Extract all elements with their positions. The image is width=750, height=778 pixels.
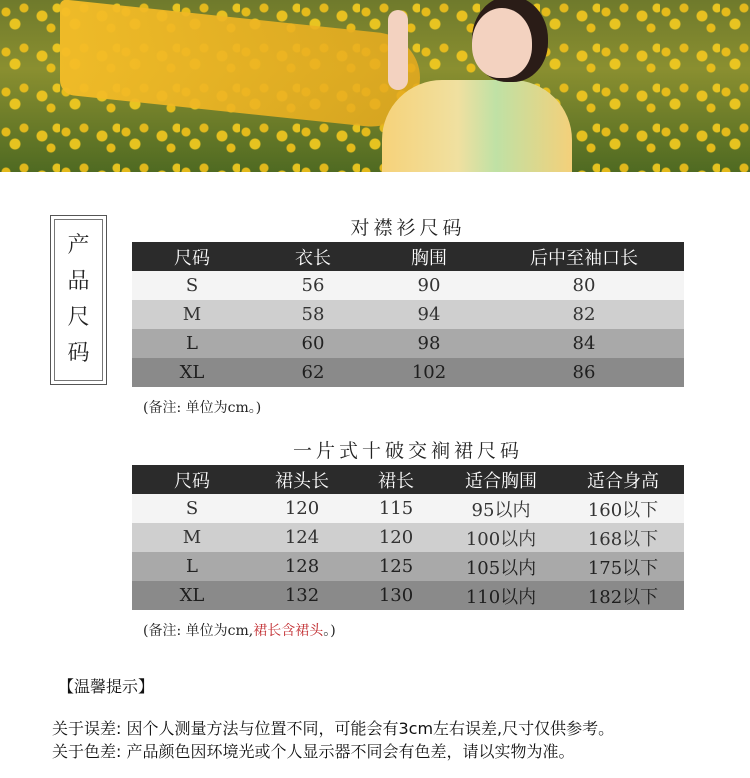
cell: 125	[352, 552, 440, 581]
cell: 82	[484, 300, 684, 329]
header-cell: 尺码	[132, 242, 252, 271]
label-char: 码	[67, 341, 90, 366]
cell: L	[132, 329, 252, 358]
table-row	[132, 494, 684, 523]
cell: 128	[252, 552, 352, 581]
cell: 124	[252, 523, 352, 552]
model-head	[472, 8, 532, 78]
tip-color-difference: 关于色差: 产品颜色因环境光或个人显示器不同会有色差，请以实物为准。	[52, 742, 575, 761]
cell: S	[132, 271, 252, 300]
note-prefix: (备注: 单位为cm,	[143, 623, 254, 639]
skirt-size-table	[132, 465, 684, 610]
cell: L	[132, 552, 252, 581]
cell: 94	[374, 300, 484, 329]
cell: 102	[374, 358, 484, 387]
cell: 62	[252, 358, 374, 387]
cell: 168以下	[562, 523, 684, 552]
header-cell: 胸围	[374, 242, 484, 271]
label-char: 品	[67, 269, 90, 294]
cell: 120	[252, 494, 352, 523]
table-row	[132, 271, 684, 300]
hero-photo	[0, 0, 750, 172]
model-arm	[388, 10, 408, 90]
cell: S	[132, 494, 252, 523]
cell: 182以下	[562, 581, 684, 610]
cell: 130	[352, 581, 440, 610]
cell: 86	[484, 358, 684, 387]
cell: M	[132, 523, 252, 552]
label-char: 产	[67, 233, 90, 258]
table-row	[132, 358, 684, 387]
tip-measurement-error: 关于误差: 因个人测量方法与位置不同，可能会有3cm左右误差,尺寸仅供参考。	[52, 719, 615, 738]
cell: 58	[252, 300, 374, 329]
cell: 175以下	[562, 552, 684, 581]
note-highlight: 裙长含裙头	[253, 623, 324, 639]
table1-note: (备注: 单位为cm。)	[143, 400, 262, 416]
note-suffix: 。)	[323, 623, 336, 639]
cell: 110以内	[440, 581, 562, 610]
product-size-label	[51, 228, 106, 372]
table-row	[132, 300, 684, 329]
header-cell: 裙头长	[252, 465, 352, 494]
table2-note	[143, 620, 336, 640]
table-row	[132, 581, 684, 610]
model-dress	[382, 80, 572, 172]
cell: 60	[252, 329, 374, 358]
header-cell: 尺码	[132, 465, 252, 494]
cell: 120	[352, 523, 440, 552]
model-figure	[372, 0, 572, 172]
table-header-row	[132, 242, 684, 271]
table-row	[132, 329, 684, 358]
table-header-row	[132, 465, 684, 494]
table-row	[132, 552, 684, 581]
cell: 80	[484, 271, 684, 300]
table-row	[132, 523, 684, 552]
table1-title: 对襟衫尺码	[350, 217, 466, 239]
header-cell: 衣长	[252, 242, 374, 271]
header-cell: 适合胸围	[440, 465, 562, 494]
cell: 115	[352, 494, 440, 523]
cell: XL	[132, 581, 252, 610]
top-size-table	[132, 242, 684, 387]
header-cell: 后中至袖口长	[484, 242, 684, 271]
cell: 132	[252, 581, 352, 610]
cell: 95以内	[440, 494, 562, 523]
cell: M	[132, 300, 252, 329]
cell: 105以内	[440, 552, 562, 581]
header-cell: 适合身高	[562, 465, 684, 494]
cell: 98	[374, 329, 484, 358]
cell: 160以下	[562, 494, 684, 523]
header-cell: 裙长	[352, 465, 440, 494]
product-size-label-box	[50, 215, 107, 385]
tips-title: 【温馨提示】	[58, 677, 155, 696]
cell: XL	[132, 358, 252, 387]
cell: 84	[484, 329, 684, 358]
cell: 90	[374, 271, 484, 300]
cell: 100以内	[440, 523, 562, 552]
cell: 56	[252, 271, 374, 300]
table2-title: 一片式十破交裥裙尺码	[292, 440, 523, 462]
label-char: 尺	[67, 305, 90, 330]
